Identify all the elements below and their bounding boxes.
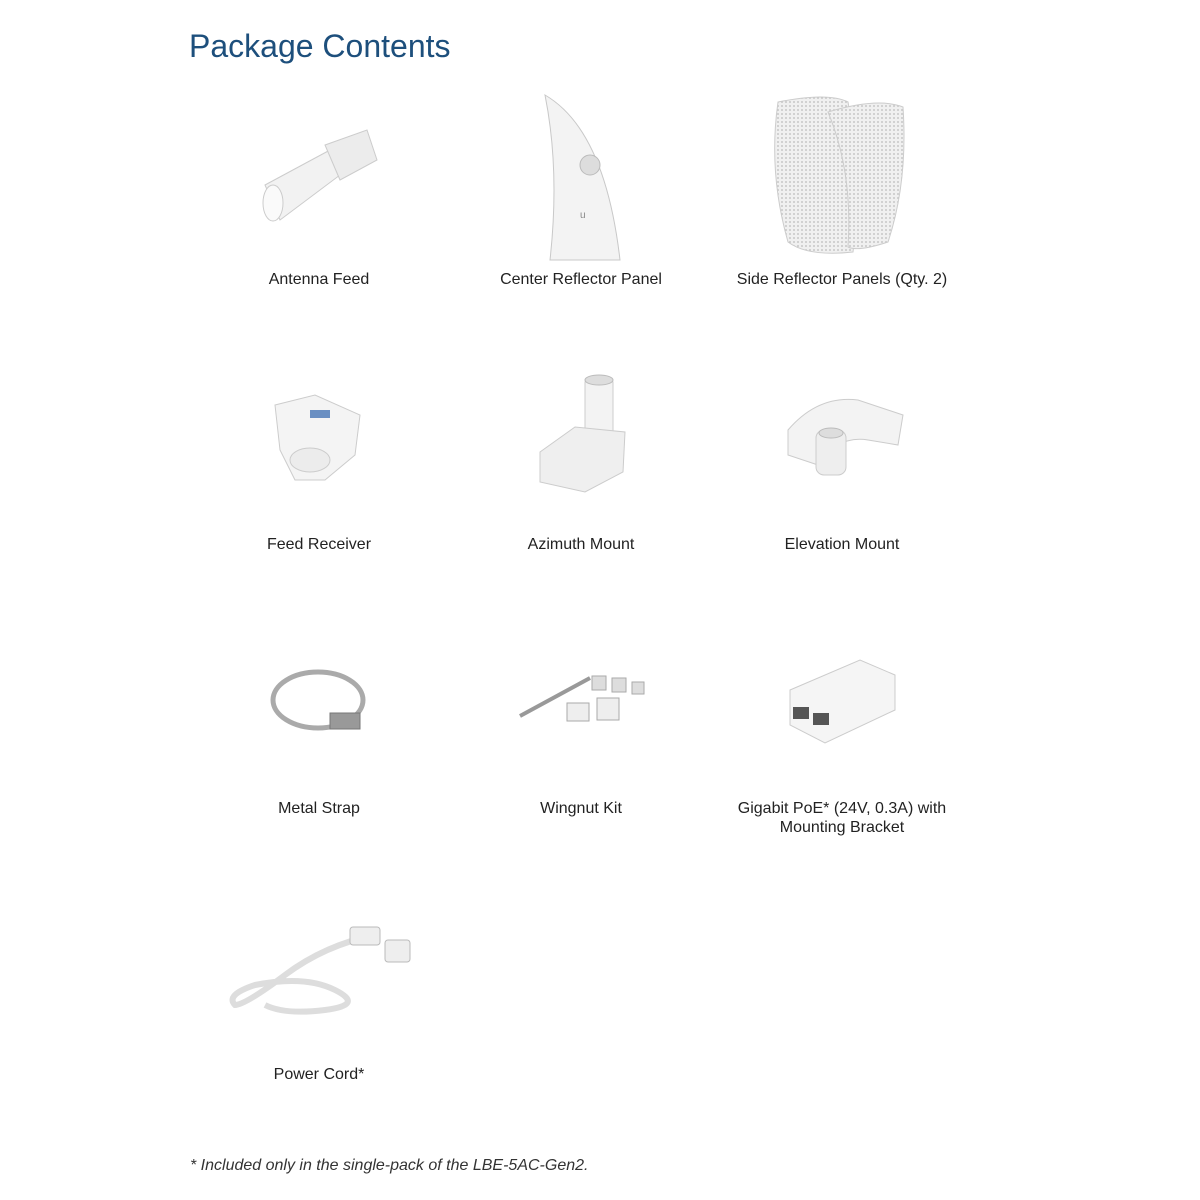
feed-receiver-image: [265, 385, 375, 500]
poe-adapter-image: [785, 655, 900, 750]
item-label-poe-adapter: [692, 799, 992, 837]
item-label-wingnut-kit: Wingnut Kit: [540, 800, 622, 817]
item-label-azimuth-mount: Azimuth Mount: [527, 536, 635, 553]
power-cord-image: [225, 915, 420, 1020]
item-label-center-reflector-panel: Center Reflector Panel: [500, 271, 662, 288]
footnote: * Included only in the single-pack of the LBE-5AC-Gen2.: [190, 1157, 589, 1174]
item-label-elevation-mount: Elevation Mount: [784, 536, 900, 553]
page-title: Package Contents: [189, 28, 451, 64]
item-label-side-reflector-panels: Side Reflector Panels (Qty. 2): [736, 271, 948, 288]
item-label-antenna-feed: Antenna Feed: [268, 271, 370, 288]
wingnut-kit-image: [512, 668, 652, 733]
svg-text:u: u: [580, 210, 586, 221]
poe-label-line2: Mounting Bracket: [779, 819, 905, 836]
metal-strap-image: [268, 665, 373, 745]
item-label-feed-receiver: Feed Receiver: [266, 536, 372, 553]
side-reflector-panels-image: [768, 92, 918, 262]
item-label-metal-strap: Metal Strap: [278, 800, 360, 817]
center-reflector-panel-image: [535, 90, 635, 265]
azimuth-mount-image: [535, 372, 630, 497]
antenna-feed-image: [255, 125, 385, 235]
elevation-mount-image: [778, 395, 908, 485]
poe-label-line1: Gigabit PoE* (24V, 0.3A) with: [737, 800, 947, 817]
item-label-power-cord: Power Cord*: [273, 1066, 365, 1083]
